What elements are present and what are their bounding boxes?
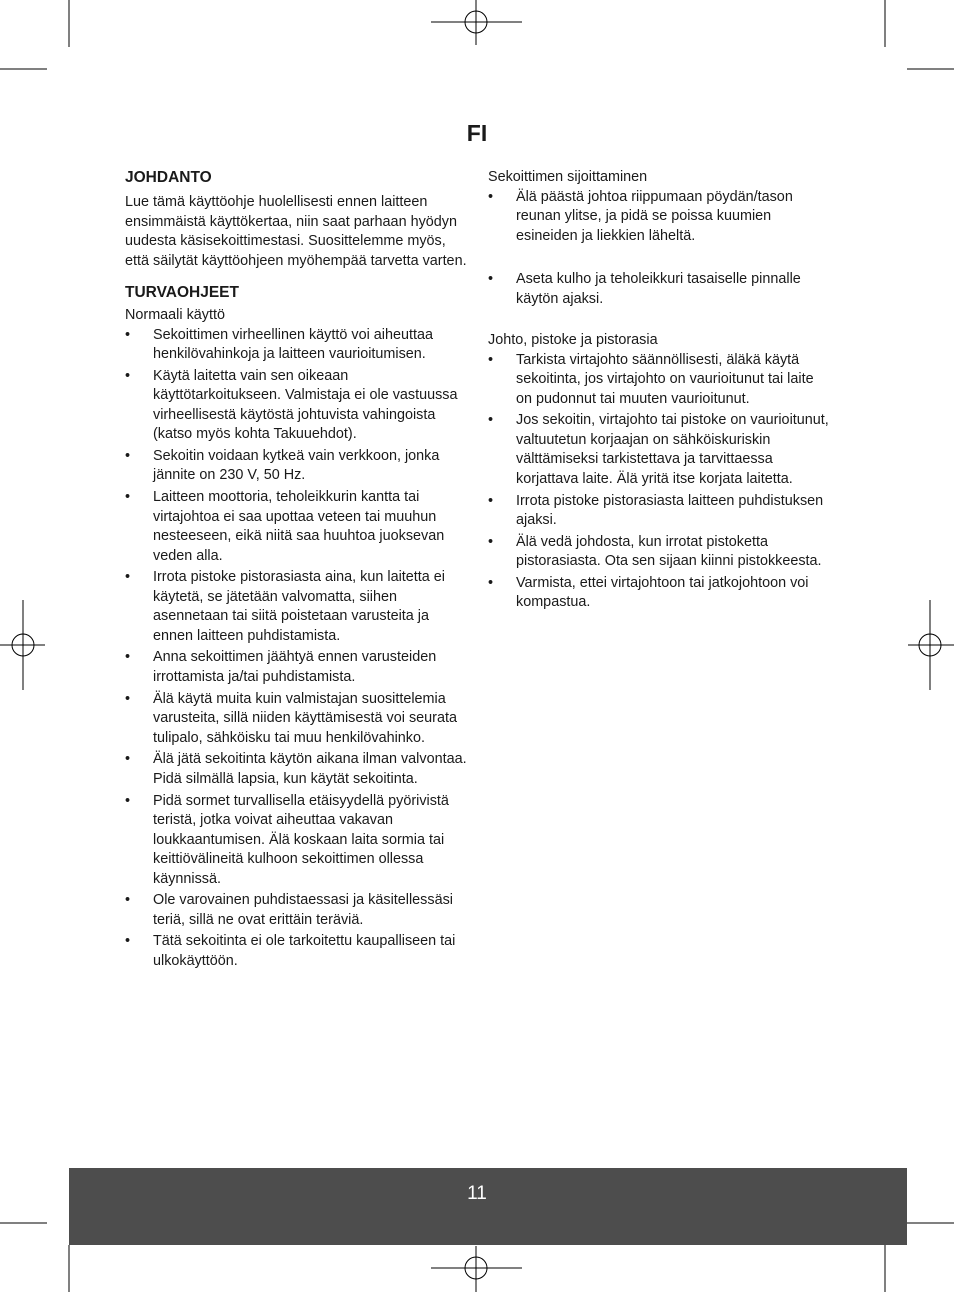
intro-heading: JOHDANTO: [125, 169, 212, 186]
intro-paragraph: Lue tämä käyttöohje huolellisesti ennen laitteen ensimmäistä käyttökertaa, niin saat parhaan hyödyn uudesta käsisekoittimestasi. Suosittelemme myös, että säilytät käyttöohjeen myöhempää tarvetta varten.: [125, 194, 467, 269]
bullet-icon: •: [125, 447, 131, 464]
list-item: [125, 891, 470, 930]
list-item: [125, 447, 470, 486]
registration-mark-left: [0, 600, 45, 690]
list-item: [125, 932, 470, 971]
list-item: [125, 568, 470, 646]
list-item: [125, 326, 470, 365]
bullet-icon: •: [125, 326, 131, 343]
footer-bar: [69, 1168, 907, 1245]
list-item-text: Älä vedä johdosta, kun irrotat pistoketta pistorasiasta. Ota sen sijaan kiinni pistokkeesta.: [516, 533, 822, 570]
bullet-icon: •: [125, 792, 131, 809]
list-item-text: Irrota pistoke pistorasiasta aina, kun laitetta ei käytetä, se jätetään valvomatta, siihen asennetaan tai siitä poistetaan varusteita ja ennen laitteen puhdistamista.: [153, 569, 445, 644]
safety-heading: TURVAOHJEET: [125, 284, 239, 301]
list-item-text: Käytä laitetta vain sen oikeaan käyttötarkoitukseen. Valmistaja ei ole vastuussa virheellisestä käytöstä johtuvista vahingoista (katso myös kohta Takuuehdot).: [153, 367, 458, 443]
list-item-text: Sekoitin voidaan kytkeä vain verkkoon, jonka jännite on 230 V, 50 Hz.: [153, 447, 440, 484]
list-item: [488, 351, 833, 410]
bullet-icon: •: [125, 690, 131, 707]
left-column: [125, 168, 470, 974]
list-item: [125, 367, 470, 445]
list-item: [488, 411, 833, 489]
list-item-text: Irrota pistoke pistorasiasta laitteen puhdistuksen ajaksi.: [516, 492, 824, 529]
list-item: [125, 690, 470, 749]
bullet-icon: •: [488, 188, 494, 205]
bullet-icon: •: [488, 533, 494, 550]
registration-mark-bottom: [431, 1246, 522, 1292]
list-item-text: Älä jätä sekoitinta käytön aikana ilman valvontaa. Pidä silmällä lapsia, kun käytät sekoitinta.: [153, 751, 467, 787]
list-item-text: Aseta kulho ja teholeikkuri tasaiselle pinnalle käytön ajaksi.: [516, 271, 801, 307]
list-item: [125, 750, 470, 789]
list-item: [488, 533, 833, 572]
bullet-icon: •: [125, 367, 131, 384]
bullet-icon: •: [488, 351, 494, 368]
registration-mark-right: [908, 600, 954, 690]
placement-list: [488, 188, 833, 310]
list-item-text: Älä käytä muita kuin valmistajan suosittelemia varusteita, sillä niiden käyttämisestä voi seurata tulipalo, sähköisku tai muu henkilövahinko.: [153, 690, 457, 746]
list-item: [488, 188, 833, 247]
bullet-icon: •: [125, 751, 131, 768]
bullet-icon: •: [125, 933, 131, 950]
list-item: [488, 492, 833, 531]
bullet-icon: •: [488, 271, 494, 287]
bullet-icon: •: [125, 569, 131, 586]
page-number: 11: [467, 1183, 487, 1204]
list-item: [488, 270, 833, 309]
list-item-text: Sekoittimen virheellinen käyttö voi aiheuttaa henkilövahinkoja ja laitteen vaurioitumisen.: [153, 326, 433, 362]
list-item-text: Varmista, ettei virtajohtoon tai jatkojohtoon voi kompastua.: [516, 574, 809, 611]
list-item-text: Anna sekoittimen jäähtyä ennen varusteiden irrottamista ja/tai puhdistamista.: [153, 649, 437, 685]
list-item-text: Tarkista virtajohto säännöllisesti, äläkä käytä sekoitinta, jos virtajohto on vaurioitunut tai laite on pudonnut tai muuten vaurioitunut.: [516, 351, 814, 407]
normal-use-heading: Normaali käyttö: [125, 307, 225, 323]
normal-use-list: [125, 326, 470, 972]
bullet-icon: •: [488, 492, 494, 509]
list-item-text: Jos sekoitin, virtajohto tai pistoke on vaurioitunut, valtuutetun korjaajan on sähköiskuriskin välttämiseksi tarkistettava ja tarvittaessa korjattava laite. Älä yritä itse korjata laitetta.: [516, 412, 829, 487]
list-item-text: Älä päästä johtoa riippumaan pöydän/tason reunan ylitse, ja pidä se poissa kuumien esineiden ja liekkien läheltä.: [516, 188, 793, 244]
bullet-icon: •: [125, 892, 131, 909]
list-item-text: Pidä sormet turvallisella etäisyydellä pyörivistä teristä, jotka voivat aiheuttaa vakavan loukkaantumisen. Älä koskaan laita sormia tai keittiövälineitä kulhoon sekoittimen ollessa käynnissä.: [153, 792, 449, 887]
list-item-text: Ole varovainen puhdistaessasi ja käsitellessäsi teriä, sillä ne ovat erittäin teräviä.: [153, 892, 453, 928]
list-item: [125, 648, 470, 687]
list-item: [488, 574, 833, 613]
list-item: [125, 488, 470, 566]
bullet-icon: •: [125, 649, 131, 666]
language-code: FI: [466, 120, 488, 146]
cord-heading: Johto, pistoke ja pistorasia: [488, 332, 658, 349]
registration-mark-top: [431, 0, 522, 45]
right-column: [488, 168, 833, 615]
bullet-icon: •: [125, 489, 131, 506]
bullet-icon: •: [488, 574, 494, 591]
list-item-text: Tätä sekoitinta ei ole tarkoitettu kaupalliseen tai ulkokäyttöön.: [153, 933, 456, 969]
cord-list: [488, 351, 833, 613]
list-item-text: Laitteen moottoria, teholeikkurin kantta tai virtajohtoa ei saa upottaa veteen tai muuhun nesteeseen, eikä niitä saa huuhtoa juoksevan veden alla.: [153, 489, 445, 564]
bullet-icon: •: [488, 412, 494, 429]
list-item: [125, 792, 470, 890]
placement-heading: Sekoittimen sijoittaminen: [488, 169, 648, 185]
